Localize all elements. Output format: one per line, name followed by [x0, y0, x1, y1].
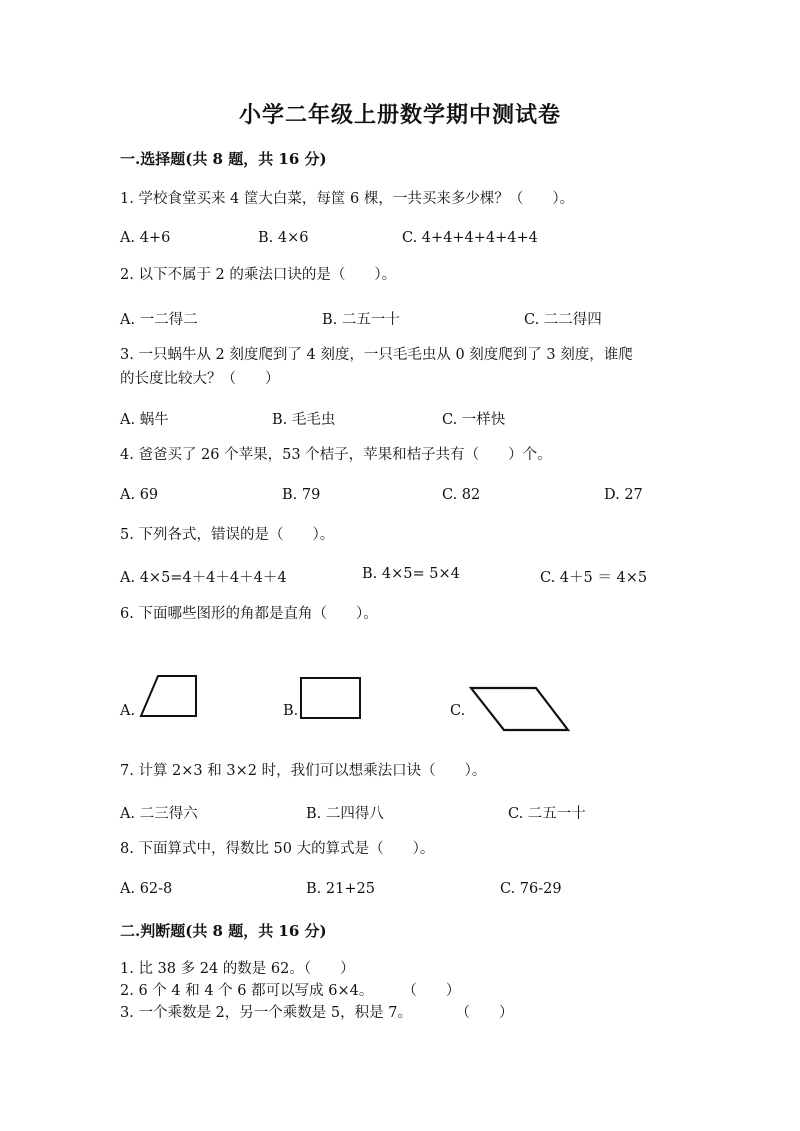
question-3-option-b: B. 毛毛虫	[272, 412, 336, 428]
question-4-option-a: A. 69	[120, 487, 159, 503]
question-7-option-b: B. 二四得八	[306, 806, 384, 822]
question-8-stem: 8. 下面算式中，得数比 50 大的算式是（ ）。	[120, 841, 435, 857]
question-4-option-b: B. 79	[282, 487, 321, 503]
question-1-stem: 1. 学校食堂买来 4 筐大白菜，每筐 6 棵，一共买来多少棵？（ ）。	[120, 191, 575, 207]
question-8-option-a: A. 62-8	[120, 881, 173, 897]
question-7-option-a: A. 二三得六	[120, 806, 198, 822]
question-3-option-a: A. 蜗牛	[120, 412, 169, 428]
question-2-option-a: A. 一二得二	[120, 312, 198, 328]
judgement-item-2: 2. 6 个 4 和 4 个 6 都可以写成 6×4。 （ ）	[120, 983, 461, 999]
question-3-stem-line2: 的长度比较大？（ ）	[120, 371, 280, 387]
question-8-option-c: C. 76-29	[500, 881, 562, 897]
question-1-option-c: C. 4+4+4+4+4+4	[402, 230, 538, 246]
question-5-option-a: A. 4×5=4＋4＋4＋4＋4	[120, 570, 287, 586]
parallelogram-figure	[468, 684, 572, 734]
section-heading-judgement: 二.判断题(共 8 题，共 16 分)	[120, 922, 327, 940]
question-6-option-c: C.	[450, 703, 466, 719]
judgement-item-3: 3. 一个乘数是 2，另一个乘数是 5，积是 7。 （ ）	[120, 1005, 514, 1021]
judgement-item-1: 1. 比 38 多 24 的数是 62。（ ）	[120, 961, 355, 977]
question-6-option-b: B.	[283, 703, 299, 719]
trapezoid-figure	[138, 674, 200, 720]
question-7-stem: 7. 计算 2×3 和 3×2 时，我们可以想乘法口诀（ ）。	[120, 763, 487, 779]
question-5-option-c: C. 4＋5 ＝ 4×5	[540, 570, 648, 586]
page-title: 小学二年级上册数学期中测试卷	[238, 102, 561, 128]
question-2-stem: 2. 以下不属于 2 的乘法口诀的是（ ）。	[120, 267, 397, 283]
section-heading-choice: 一.选择题(共 8 题，共 16 分)	[120, 150, 327, 168]
question-3-option-c: C. 一样快	[442, 412, 506, 428]
question-3-stem-line1: 3. 一只蜗牛从 2 刻度爬到了 4 刻度，一只毛毛虫从 0 刻度爬到了 3 刻度，谁爬	[120, 347, 633, 363]
question-7-option-c: C. 二五一十	[508, 806, 586, 822]
question-2-option-b: B. 二五一十	[322, 312, 400, 328]
question-1-option-a: A. 4+6	[120, 230, 171, 246]
question-1-option-b: B. 4×6	[258, 230, 309, 246]
question-2-option-c: C. 二二得四	[524, 312, 602, 328]
question-4-option-d: D. 27	[604, 487, 643, 503]
question-6-option-a: A.	[120, 703, 136, 719]
question-4-option-c: C. 82	[442, 487, 481, 503]
question-5-stem: 5. 下列各式，错误的是（ ）。	[120, 527, 335, 543]
question-5-option-b: B. 4×5= 5×4	[362, 566, 460, 582]
question-8-option-b: B. 21+25	[306, 881, 375, 897]
question-4-stem: 4. 爸爸买了 26 个苹果，53 个桔子，苹果和桔子共有（ ）个。	[120, 447, 552, 463]
question-6-stem: 6. 下面哪些图形的角都是直角（ ）。	[120, 606, 378, 622]
rectangle-figure	[299, 676, 363, 720]
